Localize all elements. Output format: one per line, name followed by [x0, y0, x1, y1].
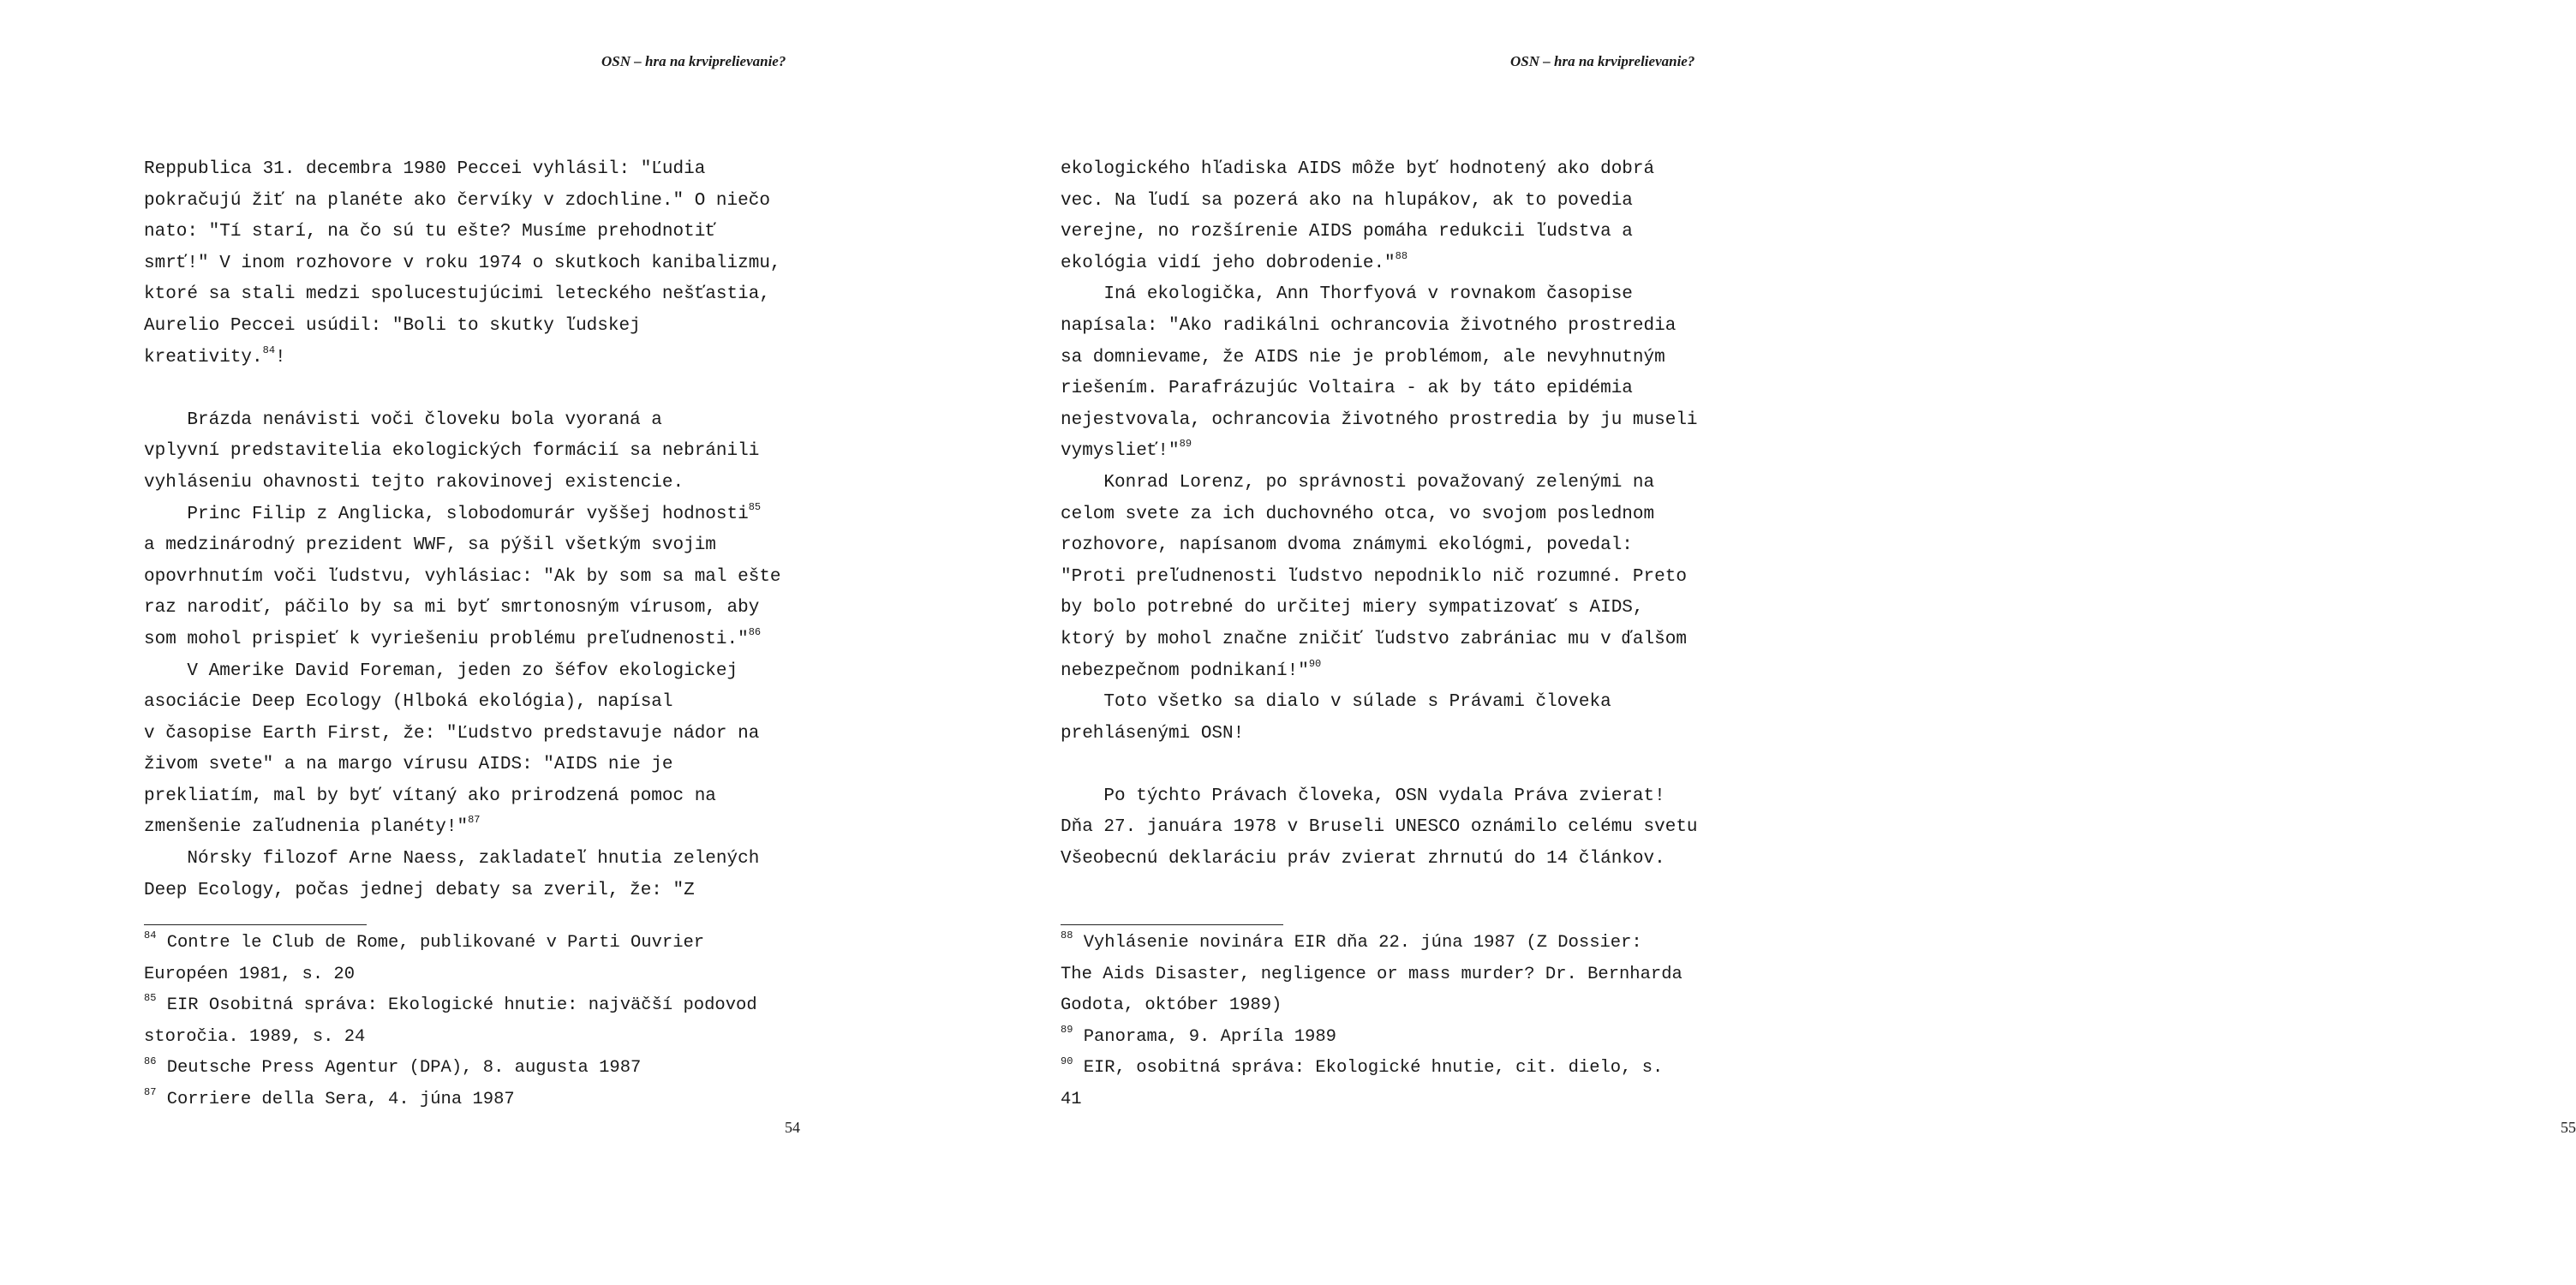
line-text: Aurelio Peccei usúdil: "Boli to skutky ľudskej: [144, 315, 641, 336]
text-line: [144, 844, 829, 876]
left-page: [0, 0, 908, 1285]
text-line: [144, 687, 829, 719]
page-number: 54: [785, 1119, 800, 1136]
text-line: [144, 468, 829, 499]
footnote-text: Corriere della Sera, 4. júna 1987: [156, 1089, 515, 1109]
line-text: Všeobecnú deklaráciu práv zvierat zhrnutú do 14 článkov.: [1061, 849, 1665, 870]
footnote-number: 88: [1061, 929, 1073, 942]
text-line: [144, 279, 829, 311]
text-line: [144, 154, 829, 186]
text-line: [144, 656, 829, 688]
text-line: [144, 562, 829, 594]
footnote-line: [144, 959, 829, 991]
text-line: [1061, 217, 1746, 248]
line-text: "Proti preľudnenosti ľudstvo nepodniklo nič rozumné. Preto: [1061, 566, 1687, 587]
line-text: vymyslieť!": [1061, 441, 1180, 462]
footnote-text: storočia. 1989, s. 24: [144, 1026, 366, 1047]
text-line: [1061, 656, 1746, 688]
footnote-text: Contre le Club de Rome, publikované v Parti Ouvrier: [156, 933, 705, 953]
text-line: [1061, 530, 1746, 562]
line-text: vyhláseniu ohavnosti tejto rakovinovej existencie.: [144, 472, 684, 493]
line-text: v časopise Earth First, že: "Ľudstvo predstavuje nádor na: [144, 723, 760, 744]
line-text: Dňa 27. januára 1978 v Bruseli UNESCO oznámilo celému svetu: [1061, 817, 1698, 838]
line-text: napísala: "Ako radikálni ochrancovia životného prostredia: [1061, 315, 1676, 336]
footnote-text: Godota, október 1989): [1061, 995, 1282, 1016]
line-text: Iná ekologička, Ann Thorfyová v rovnakom časopise: [1061, 284, 1633, 305]
line-text: nebezpečnom podnikaní!": [1061, 660, 1309, 681]
text-line: [144, 593, 829, 625]
line-text: opovrhnutím voči ľudstvu, vyhlásiac: "Ak by som sa mal ešte: [144, 566, 781, 587]
footnote-text: EIR, osobitná správa: Ekologické hnutie, cit. dielo, s.: [1073, 1058, 1664, 1079]
line-text: vec. Na ľudí sa pozerá ako na hlupákov, ak to povedia: [1061, 190, 1633, 211]
footnote-text: Panorama, 9. Apríla 1989: [1073, 1026, 1336, 1047]
text-line: [1061, 468, 1746, 499]
footnote-text: Deutsche Press Agentur (DPA), 8. augusta 1987: [156, 1058, 642, 1079]
text-line: [144, 186, 829, 218]
text-line: [1061, 719, 1746, 750]
footnote-reference[interactable]: 87: [468, 814, 481, 827]
footnotes: [1061, 928, 1746, 1116]
right-page: [908, 0, 2576, 1285]
line-text: Brázda nenávisti voči človeku bola vyoraná a: [144, 409, 662, 430]
footnote-reference[interactable]: 84: [262, 344, 276, 356]
text-line: [1061, 781, 1746, 813]
footnote-number: 89: [1061, 1023, 1073, 1036]
footnote-line: [1061, 928, 1746, 959]
footnote-number: 85: [144, 992, 157, 1005]
line-text: rozhovore, napísanom dvoma známymi ekológmi, povedal:: [1061, 535, 1633, 556]
line-text: Konrad Lorenz, po správnosti považovaný zelenými na: [1061, 472, 1655, 493]
footnote-line: [144, 1085, 829, 1116]
line-text: by bolo potrebné do určitej miery sympatizovať s AIDS,: [1061, 598, 1644, 619]
text-line: [144, 311, 829, 343]
text-line: [1061, 812, 1746, 844]
line-text: ekológia vidí jeho dobrodenie.": [1061, 253, 1396, 273]
footnote-text: 41: [1061, 1089, 1082, 1109]
text-line: [1061, 844, 1746, 876]
footnote-separator: [1061, 924, 1283, 925]
text-line: [1061, 625, 1746, 656]
text-line: [144, 750, 829, 781]
footnote-line: [1061, 959, 1746, 991]
line-text: Princ Filip z Anglicka, slobodomurár vyššej hodnosti: [144, 504, 749, 524]
line-text: nato: "Tí starí, na čo sú tu ešte? Musíme prehodnotiť: [144, 222, 716, 242]
footnote-reference[interactable]: 90: [1308, 657, 1322, 670]
footnote-line: [1061, 1085, 1746, 1116]
text-line: [1061, 405, 1746, 437]
footnote-line: [1061, 990, 1746, 1022]
footnote-number: 84: [144, 929, 157, 942]
line-text: ekologického hľadiska AIDS môže byť hodnotený ako dobrá: [1061, 159, 1655, 179]
line-text: riešením. Parafrázujúc Voltaira - ak by táto epidémia: [1061, 379, 1633, 399]
text-line: [1061, 311, 1746, 343]
line-text: zmenšenie zaľudnenia planéty!": [144, 817, 469, 838]
footnote-line: [144, 928, 829, 959]
text-line: [144, 876, 829, 907]
text-line: [1061, 154, 1746, 186]
footnote-line: [144, 990, 829, 1022]
text-line: [1061, 248, 1746, 280]
footnote-number: 90: [1061, 1055, 1073, 1067]
footnote-separator: [144, 924, 367, 925]
footnote-line: [144, 1022, 829, 1054]
line-text: živom svete" a na margo vírusu AIDS: "AIDS nie je: [144, 755, 673, 775]
text-line: [1061, 374, 1746, 405]
running-head: OSN – hra na krviprelievanie?: [1510, 53, 1695, 69]
text-line: [144, 217, 829, 248]
text-line: [1061, 593, 1746, 625]
text-line: [144, 625, 829, 656]
line-text: V Amerike David Foreman, jeden zo šéfov ekologickej: [144, 660, 738, 681]
line-text: nejestvovala, ochrancovia životného prostredia by ju museli: [1061, 409, 1698, 430]
page-number: 55: [2561, 1119, 2576, 1136]
footnote-reference[interactable]: 89: [1179, 438, 1192, 451]
line-text-after: !: [275, 347, 286, 368]
line-text: Po týchto Právach človeka, OSN vydala Práva zvierat!: [1061, 786, 1665, 806]
footnote-text: Européen 1981, s. 20: [144, 964, 356, 984]
line-text: verejne, no rozšírenie AIDS pomáha redukcii ľudstva a: [1061, 222, 1633, 242]
text-line: [1061, 750, 1746, 781]
text-line: [144, 781, 829, 813]
line-text: Toto všetko sa dialo v súlade s Právami človeka: [1061, 692, 1611, 713]
line-text: ktoré sa stali medzi spolucestujúcimi leteckého nešťastia,: [144, 284, 770, 305]
line-text: celom svete za ich duchovného otca, vo svojom poslednom: [1061, 504, 1655, 524]
line-text: a medzinárodný prezident WWF, sa pýšil všetkým svojim: [144, 535, 716, 556]
text-line: [1061, 562, 1746, 594]
text-line: [144, 436, 829, 468]
footnote-text: The Aids Disaster, negligence or mass murder? Dr. Bernharda: [1061, 964, 1682, 984]
line-text: pokračujú žiť na planéte ako červíky v zdochline." O niečo: [144, 190, 770, 211]
line-text: raz narodiť, páčilo by sa mi byť smrtonosným vírusom, aby: [144, 598, 760, 619]
footnote-reference[interactable]: 85: [748, 500, 762, 513]
text-line: [144, 530, 829, 562]
footnote-number: 86: [144, 1055, 157, 1067]
text-line: [144, 343, 829, 374]
footnote-text: EIR Osobitná správa: Ekologické hnutie: najväčší podovod: [156, 995, 757, 1016]
body-text: [144, 154, 829, 906]
text-line: [1061, 186, 1746, 218]
footnote-number: 87: [144, 1086, 157, 1099]
footnotes: [144, 928, 829, 1116]
body-text: [1061, 154, 1746, 876]
footnote-text: Vyhlásenie novinára EIR dňa 22. júna 1987 (Z Dossier:: [1073, 933, 1642, 953]
text-line: [144, 374, 829, 405]
line-text: som mohol prispieť k vyriešeniu problému preľudnenosti.": [144, 629, 749, 649]
line-text: prekliatím, mal by byť vítaný ako prirodzená pomoc na: [144, 786, 716, 806]
line-text: asociácie Deep Ecology (Hlboká ekológia), napísal: [144, 692, 673, 713]
line-text: smrť!" V inom rozhovore v roku 1974 o skutkoch kanibalizmu,: [144, 253, 781, 273]
footnote-line: [1061, 1053, 1746, 1085]
text-line: [1061, 687, 1746, 719]
line-text: prehlásenými OSN!: [1061, 723, 1245, 744]
footnote-line: [1061, 1022, 1746, 1054]
text-line: [1061, 436, 1746, 468]
text-line: [144, 405, 829, 437]
footnote-line: [144, 1053, 829, 1085]
line-text: Deep Ecology, počas jednej debaty sa zveril, že: "Z: [144, 880, 695, 900]
line-text: sa domnievame, že AIDS nie je problémom, ale nevyhnutným: [1061, 347, 1665, 368]
text-line: [144, 719, 829, 750]
line-text: Nórsky filozof Arne Naess, zakladateľ hnutia zelených: [144, 849, 760, 870]
line-text: vplyvní predstavitelia ekologických formácií sa nebránili: [144, 441, 760, 462]
footnote-reference[interactable]: 86: [748, 625, 762, 638]
text-line: [144, 812, 829, 844]
text-line: [1061, 279, 1746, 311]
text-line: [1061, 343, 1746, 374]
text-line: [144, 499, 829, 531]
footnote-reference[interactable]: 88: [1395, 249, 1408, 262]
text-line: [1061, 499, 1746, 531]
line-text: ktorý by mohol značne zničiť ľudstvo zabrániac mu v ďalšom: [1061, 629, 1687, 649]
running-head: OSN – hra na krviprelievanie?: [601, 53, 786, 69]
line-text: kreativity.: [144, 347, 263, 368]
line-text: Reppublica 31. decembra 1980 Peccei vyhlásil: "Ľudia: [144, 159, 706, 179]
text-line: [144, 248, 829, 280]
